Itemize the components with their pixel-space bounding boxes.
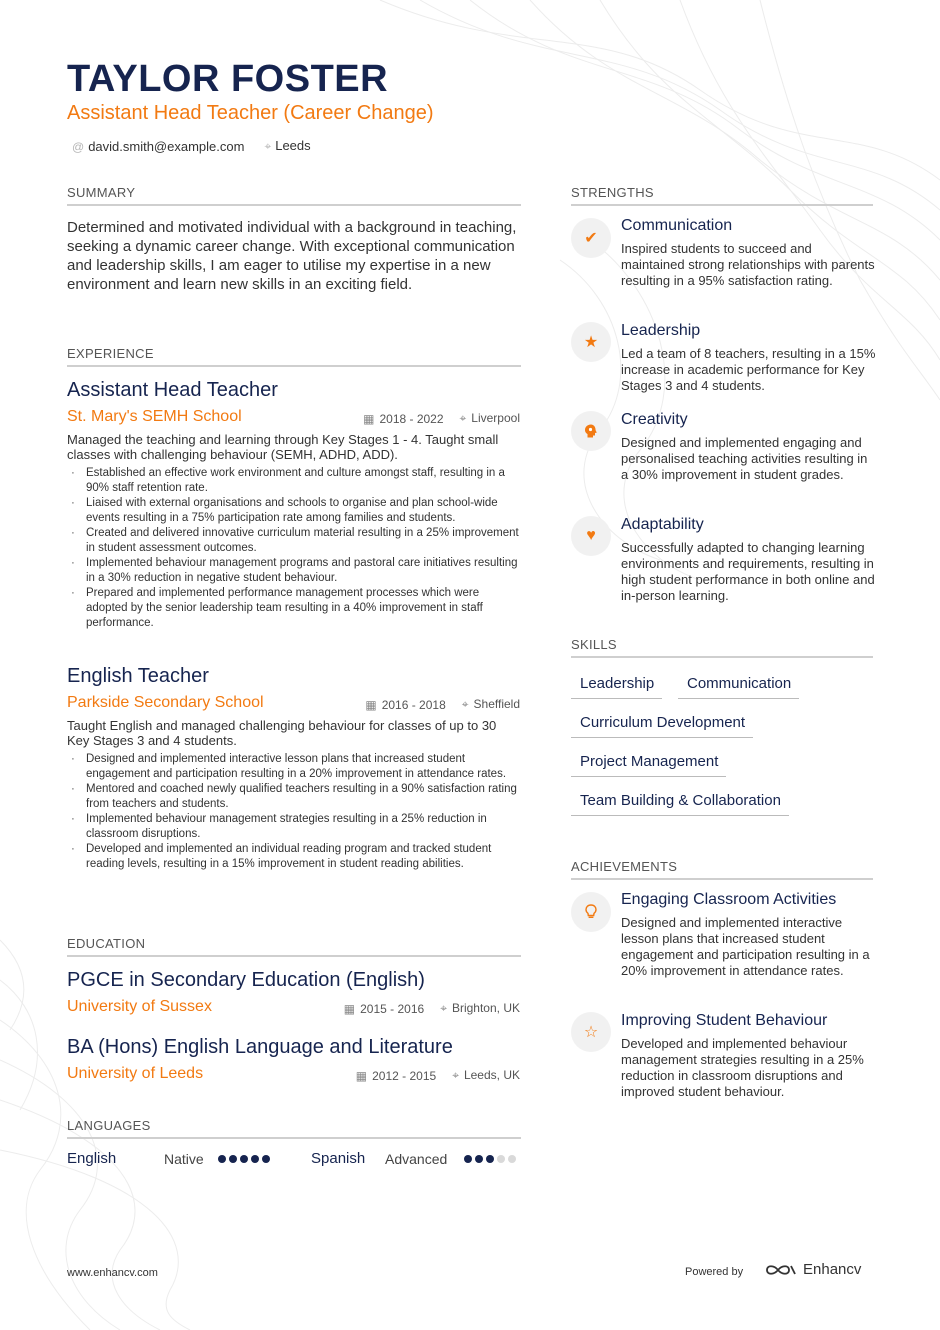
job-organisation: Parkside Secondary School [67,694,264,711]
brand-logo[interactable] [765,1261,861,1278]
strength-description: Led a team of 8 teachers, resulting in a 15% increase in academic performance for Key Stages 3 and 4 students. [621,346,876,393]
location-item [264,138,310,154]
powered-by-label: Powered by [685,1266,744,1278]
school-name: University of Leeds [67,1065,204,1082]
strengths-heading: STRENGTHS [571,185,873,206]
job-description: Taught English and managed challenging behaviour for classes of up to 30 Key Stages 3 and 4 students. [67,718,497,748]
achievement-description: Developed and implemented behaviour management strategies resulting in a 25% reduction in classroom disruptions and improved student behaviour. [621,1036,864,1099]
achievements-heading: ACHIEVEMENTS [571,859,873,880]
language-english [67,1150,270,1167]
strength-title: Communication [621,217,733,234]
education-heading: EDUCATION [67,936,521,957]
language-level: Advanced [385,1150,448,1167]
summary-text: Determined and motivated individual with a background in teaching, seeking a dynamic career change. With exceptional communication and leadership skills, I am eager to utilise my expertise in a new environment and learn new skills in an exciting field. [67,219,517,293]
job-dates: 2018 - 2022 [379,411,444,426]
job-title: English Teacher [67,665,209,687]
rating-dot-filled [464,1155,472,1163]
job-description: Managed the teaching and learning through Key Stages 1 - 4. Taught small classes with challenging behaviour (SEMH, ADHD, ADD). [67,432,499,462]
language-name: Spanish [311,1150,366,1167]
list-item: · Prepared and implemented performance management processes which were adopted by the senior leadership team resulting in a 40% improvement in staff performance. [67,586,519,631]
strength-description: Inspired students to succeed and maintained strong relationships with parents resulting in a 95% satisfaction rating. [621,241,875,288]
map-pin-icon: ⌖ [461,697,469,711]
list-item: · Liaised with external organisations and schools to organise and plan school-wide events resulting in a 75% participation rate among families and students. [67,496,519,526]
job-location: Liverpool [471,411,520,425]
calendar-icon: ▦ [355,1068,368,1083]
education-meta [356,1068,520,1083]
rating-dot-filled [486,1155,494,1163]
rating-dot-empty [497,1155,505,1163]
skill-tag: Communication [678,675,799,699]
list-item: · Created and delivered innovative curriculum material resulting in a 25% improvement in student assessment outcomes. [67,526,519,556]
languages-heading: LANGUAGES [67,1118,521,1139]
heart-icon: ♥ [571,516,611,556]
skill-tag: Curriculum Development [571,714,753,738]
rating-dot-empty [508,1155,516,1163]
skill-tag: Project Management [571,753,726,777]
language-rating [464,1155,516,1163]
job-title: Assistant Head Teacher [67,379,278,401]
footer-url[interactable]: www.enhancv.com [67,1267,158,1279]
language-rating [218,1155,270,1163]
calendar-icon: ▦ [363,411,375,426]
degree-title: PGCE in Secondary Education (English) [67,969,425,991]
lightbulb-icon [571,892,611,932]
strength-description: Successfully adapted to changing learning environments and requirements, resulting in high student performance in both online and in-person learning. [621,540,875,603]
achievement-title: Engaging Classroom Activities [621,891,837,908]
education-location: Brighton, UK [451,1001,520,1015]
education-dates: 2012 - 2015 [372,1068,437,1083]
location-text: Leeds [275,138,311,153]
list-item: · Developed and implemented an individual reading program and tracked student reading levels, resulting in a 15% improvement in student reading abilities. [67,842,519,872]
job-bullets [67,752,519,872]
rating-dot-filled [229,1155,237,1163]
language-level: Native [164,1150,204,1167]
list-item: · Designed and implemented interactive lesson plans that increased student engagement and participation resulting in a 20% improvement in attendance rates. [67,752,519,782]
skill-tag: Leadership [571,675,662,699]
job-bullets [67,466,519,631]
job-meta [363,411,520,426]
map-pin-icon: ⌖ [440,1001,447,1015]
skill-tag: Team Building & Collaboration [571,792,789,816]
achievement-description: Designed and implemented interactive lesson plans that increased student engagement and participation resulting in a 20% improvement in attendance rates. [621,915,870,978]
star-outline-icon: ☆ [571,1012,611,1052]
map-pin-icon: ⌖ [452,1068,459,1082]
job-location: Sheffield [473,697,520,711]
strength-description: Designed and implemented engaging and personalised teaching activities resulting in a 30% improvement in student grades. [621,435,868,482]
job-meta [365,697,520,712]
rating-dot-filled [240,1155,248,1163]
map-pin-icon: ⌖ [459,411,467,425]
brand-name: Enhancv [803,1261,862,1278]
enhancv-logo-icon [765,1262,797,1278]
rating-dot-filled [262,1155,270,1163]
language-name: English [67,1150,117,1167]
at-icon: @ [72,139,85,154]
skills-heading: SKILLS [571,637,873,658]
strength-title: Adaptability [621,516,704,533]
star-icon: ★ [571,322,611,362]
calendar-icon: ▦ [365,697,377,712]
rating-dot-filled [218,1155,226,1163]
candidate-name: TAYLOR FOSTER [67,58,389,100]
brain-icon [571,411,611,451]
email-text: david.smith@example.com [88,138,245,154]
achievement-title: Improving Student Behaviour [621,1012,828,1029]
school-name: University of Sussex [67,998,212,1015]
calendar-icon: ▦ [343,1001,356,1016]
list-item: · Mentored and coached newly qualified teachers resulting in a 90% satisfaction rating from teachers and students. [67,782,519,812]
candidate-title: Assistant Head Teacher (Career Change) [67,102,434,124]
job-organisation: St. Mary's SEMH School [67,408,242,425]
contact-info [72,138,311,154]
email-item[interactable] [72,139,244,154]
strength-title: Creativity [621,411,688,428]
degree-title: BA (Hons) English Language and Literature [67,1036,453,1058]
list-item: · Implemented behaviour management programs and pastoral care initiatives resulting in a 30% reduction in negative student behaviour. [67,556,519,586]
rating-dot-filled [475,1155,483,1163]
list-item: · Established an effective work environment and culture amongst staff, resulting in a 90% staff retention rate. [67,466,519,496]
summary-heading: SUMMARY [67,185,521,206]
experience-heading: EXPERIENCE [67,346,521,367]
strength-title: Leadership [621,322,701,339]
education-meta [344,1001,520,1016]
check-icon: ✔ [571,218,611,258]
education-dates: 2015 - 2016 [360,1001,425,1016]
job-dates: 2016 - 2018 [381,697,446,712]
map-pin-icon: ⌖ [264,139,272,153]
list-item: · Implemented behaviour management strategies resulting in a 25% reduction in classroom disruptions. [67,812,519,842]
education-location: Leeds, UK [463,1068,520,1082]
rating-dot-filled [251,1155,259,1163]
language-spanish [311,1150,516,1167]
